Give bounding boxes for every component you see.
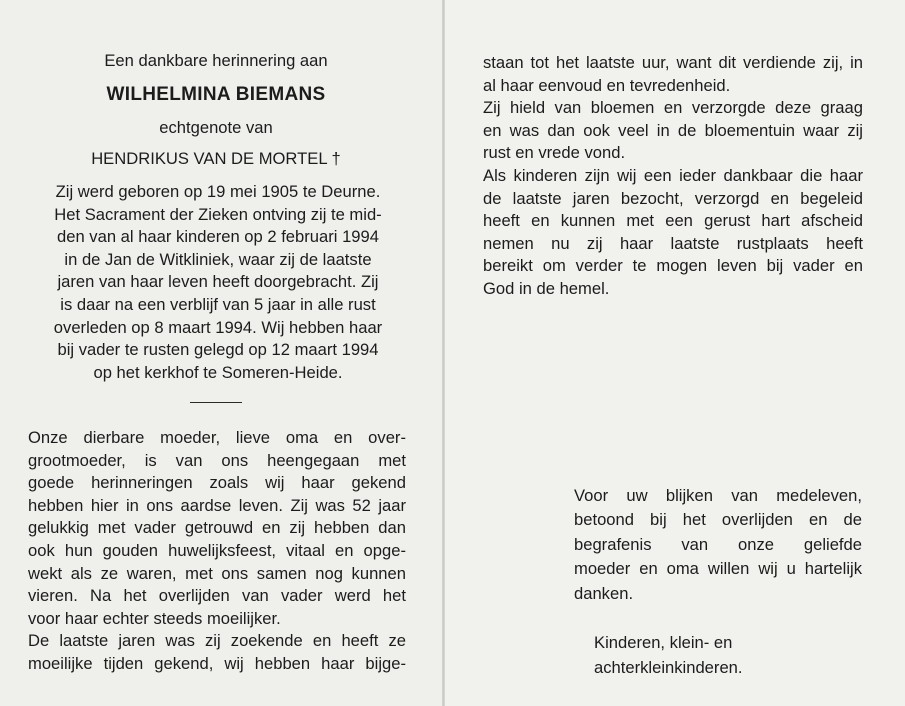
thanks-block — [574, 484, 862, 606]
spouse-name: HENDRIKUS VAN DE MORTEL † — [91, 149, 341, 168]
bio-line: Zij werd geboren op 19 mei 1905 te Deurne. — [55, 182, 381, 201]
bio-line: is daar na een verblijf van 5 jaar in alle rust — [60, 294, 376, 314]
text-line: de laatste jaren bezocht, verzorgd en begeleid — [483, 188, 863, 208]
text-line: moeilijke tijden gekend, wij hebben haar bijge- — [28, 653, 406, 673]
thanks-line: begrafenis van onze geliefde — [574, 534, 862, 554]
text-line: nemen nu zij haar laatste rustplaats heeft — [483, 233, 863, 253]
text-line: al haar eenvoud en tevredenheid. — [483, 75, 731, 95]
text-line: hebben hier in ons aardse leven. Zij was 52 jaar — [28, 495, 406, 515]
tribute-text-right — [483, 52, 863, 301]
bio-line: overleden op 8 maart 1994. Wij hebben haar — [53, 317, 383, 337]
thanks-line: danken. — [574, 583, 634, 603]
bio-line: op het kerkhof te Someren-Heide. — [93, 362, 343, 382]
text-line: gelukkig met vader getrouwd en zij hebben dan — [28, 518, 406, 538]
bio-line: Het Sacrament der Zieken ontving zij te mid- — [54, 204, 382, 224]
text-line: grootmoeder, is van ons heengegaan met — [28, 450, 406, 470]
bio-line: den van al haar kinderen op 2 februari 1994 — [57, 227, 379, 247]
deceased-name: WILHELMINA BIEMANS — [106, 84, 326, 105]
divider — [190, 402, 242, 403]
signature-line: Kinderen, klein- en — [594, 633, 733, 652]
text-line: vieren. Na het overlijden van vader werd het — [28, 586, 406, 606]
text-line: rust en vrede vond. — [483, 143, 626, 163]
thanks-line: betoond bij het overlijden en de — [574, 510, 862, 530]
text-line: staan tot het laatste uur, want dit verdiende zij, in — [483, 53, 863, 72]
text-line: wekt als ze waren, met ons samen nog kunnen — [28, 563, 406, 583]
biography-block — [22, 181, 414, 384]
signature-line: achterkleinkinderen. — [594, 658, 743, 677]
text-line: goede herinneringen zoals wij haar gekend — [28, 473, 406, 493]
thanks-line: moeder en oma willen wij u hartelijk — [574, 559, 862, 579]
card-fold — [442, 0, 445, 706]
text-line: Onze dierbare moeder, lieve oma en over- — [28, 428, 406, 447]
text-line: heeft en kunnen met een gerust hart afscheid — [483, 211, 863, 231]
thanks-line: Voor uw blijken van medeleven, — [574, 486, 862, 505]
bio-line: jaren van haar leven heeft doorgebracht. Zij — [57, 272, 379, 292]
text-line: Zij hield van bloemen en verzorgde deze graag — [483, 98, 863, 118]
text-line: voor haar echter steeds moeilijker. — [28, 608, 281, 628]
bio-line: in de Jan de Witkliniek, waar zij de laatste — [64, 249, 372, 269]
intro-text: Een dankbare herinnering aan — [104, 51, 328, 70]
text-line: en was dan ook veel in de bloementuin waar zij — [483, 120, 863, 140]
text-line: De laatste jaren was zij zoekende en heeft ze — [28, 631, 406, 651]
text-line: God in de hemel. — [483, 278, 610, 298]
text-line: Als kinderen zijn wij een ieder dankbaar die haar — [483, 165, 863, 185]
text-line: ook hun gouden huwelijksfeest, vitaal en opge- — [28, 540, 406, 560]
bio-line: bij vader te rusten gelegd op 12 maart 1994 — [57, 340, 379, 360]
relation-text: echtgenote van — [159, 118, 273, 137]
signature-block — [594, 630, 854, 680]
text-line: bereikt om verder te mogen leven bij vader en — [483, 256, 863, 276]
tribute-text-left — [28, 427, 406, 676]
